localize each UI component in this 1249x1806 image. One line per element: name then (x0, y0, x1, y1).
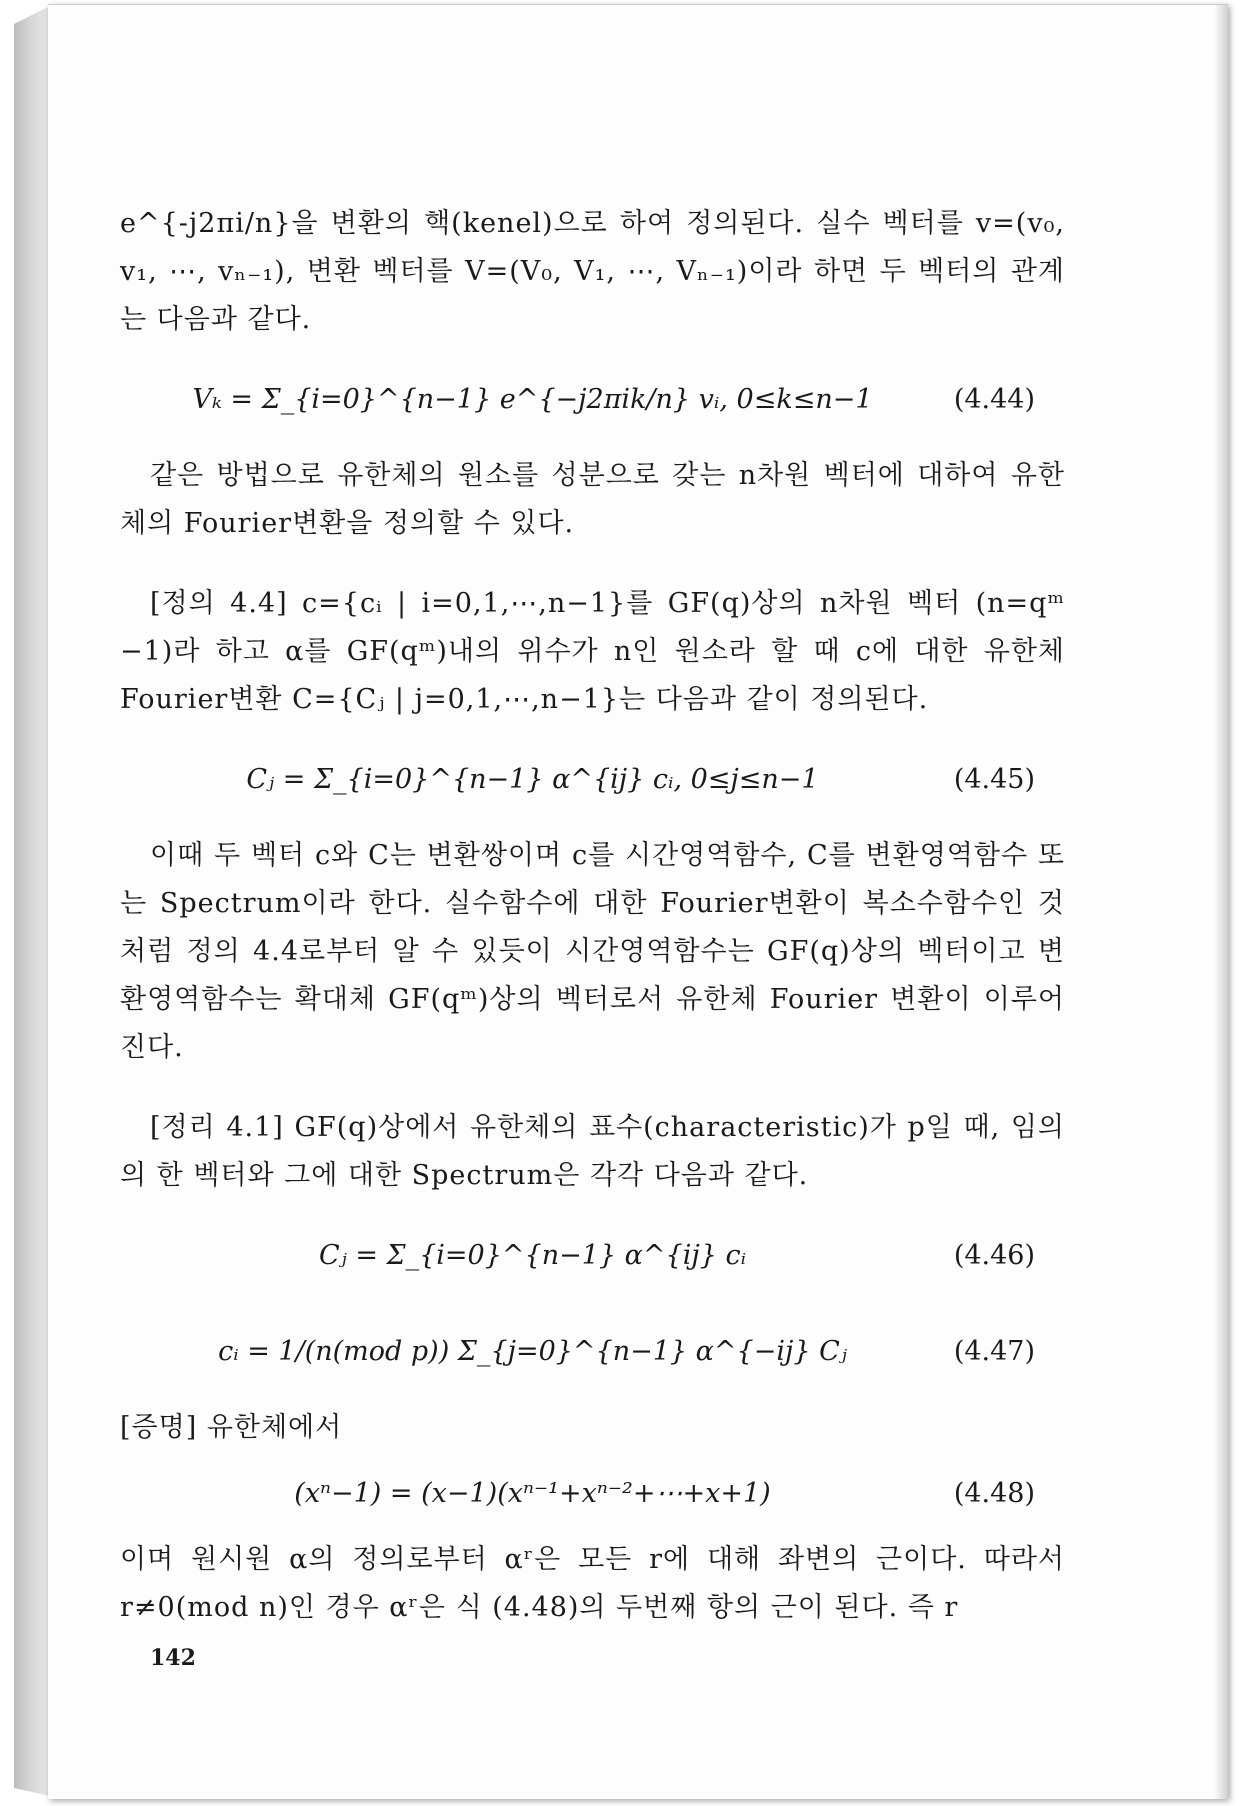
definition-4-4: [정의 4.4] c={cᵢ | i=0,1,⋯,n−1}를 GF(q)상의 n차원 벡터 (n=qᵐ −1)라 하고 α를 GF(qᵐ)내의 위수가 n인 원소라 할 때 c에 대한 유한체 Fourier변환 C={Cⱼ | j=0,1,⋯,n−1}는 다음과 같이 정의된다. (120, 588, 1065, 715)
equation-body: Cⱼ = Σ_{i=0}^{n−1} α^{ij} cᵢ (318, 1240, 747, 1271)
page-number: 142 (150, 1645, 196, 1671)
equation-4-44 (120, 356, 1065, 440)
equation-number: (4.45) (953, 764, 1035, 795)
equation-number: (4.44) (953, 384, 1035, 415)
equation-4-45 (120, 736, 1065, 820)
page-shadow (1214, 5, 1228, 1799)
paragraph-proof-body: 이며 원시원 α의 정의로부터 αʳ은 모든 r에 대해 좌변의 근이다. 따라서 r≠0(mod n)인 경우 αʳ은 식 (4.48)의 두번째 항의 근이 된다. 즉 r (120, 1544, 1065, 1623)
equation-number: (4.47) (953, 1336, 1035, 1367)
proof-heading: [증명] 유한체에서 (120, 1412, 343, 1443)
paragraph-fourier-def: 같은 방법으로 유한체의 원소를 성분으로 갖는 n차원 벡터에 대하여 유한체의 Fourier변환을 정의할 수 있다. (120, 460, 1065, 539)
equation-body: Cⱼ = Σ_{i=0}^{n−1} α^{ij} cᵢ, 0≤j≤n−1 (246, 764, 819, 795)
equation-body: cᵢ = 1/(n(mod p)) Σ_{j=0}^{n−1} α^{−ij} Cⱼ (218, 1336, 847, 1367)
paragraph-intro: e^{-j2πi/n}을 변환의 핵(kenel)으로 하여 정의된다. 실수 벡터를 v=(v₀, v₁, ⋯, vₙ₋₁), 변환 벡터를 V=(V₀, V₁, ⋯, Vₙ₋₁)이라 하면 두 벡터의 관계는 다음과 같다. (120, 208, 1065, 335)
page-content (120, 200, 1065, 1632)
equation-4-47 (120, 1308, 1065, 1392)
equation-number: (4.48) (953, 1478, 1035, 1509)
equation-body: (xⁿ−1) = (x−1)(xⁿ⁻¹+xⁿ⁻²+⋯+x+1) (294, 1478, 771, 1509)
equation-number: (4.46) (953, 1240, 1035, 1271)
equation-4-46 (120, 1212, 1065, 1296)
equation-body: Vₖ = Σ_{i=0}^{n−1} e^{−j2πik/n} vᵢ, 0≤k≤n−1 (192, 384, 873, 415)
theorem-4-1: [정리 4.1] GF(q)상에서 유한체의 표수(characteristic)가 p일 때, 임의의 한 벡터와 그에 대한 Spectrum은 각각 다음과 같다. (120, 1112, 1065, 1191)
paragraph-transform-pair: 이때 두 벡터 c와 C는 변환쌍이며 c를 시간영역함수, C를 변환영역함수 또는 Spectrum이라 한다. 실수함수에 대한 Fourier변환이 복소수함수인 것처럼 정의 4.4로부터 알 수 있듯이 시간영역함수는 GF(q)상의 벡터이고 변환영역함수는 확대체 GF(qᵐ)상의 벡터로서 유한체 Fourier 변환이 이루어진다. (120, 840, 1065, 1063)
book-spine-edge (14, 6, 50, 1796)
equation-4-48 (120, 1464, 1065, 1524)
